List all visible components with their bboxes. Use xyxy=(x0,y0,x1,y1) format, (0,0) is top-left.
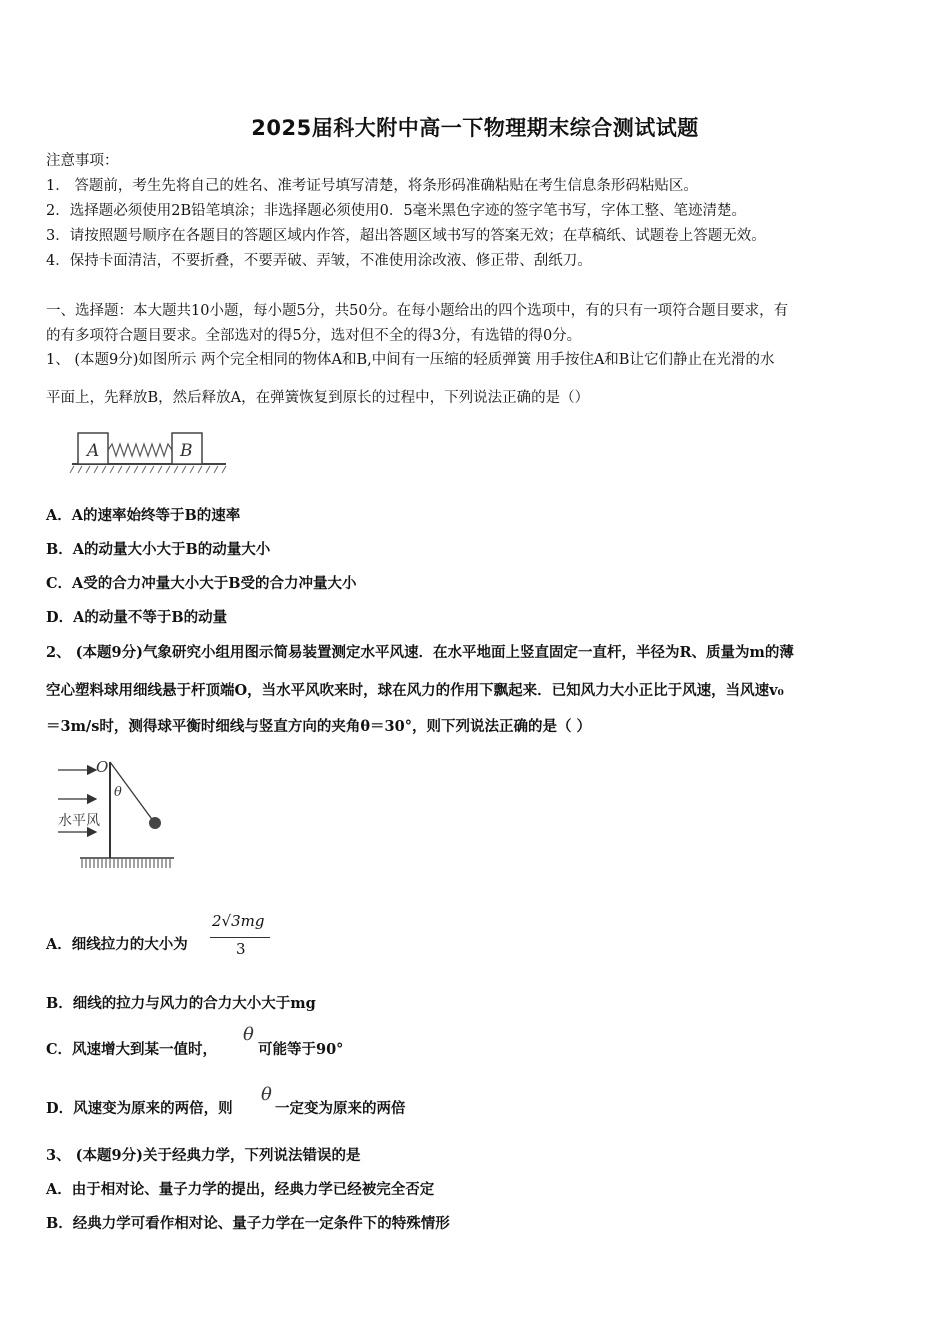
q2-option-b: B．细线的拉力与风力的合力大小大于mg xyxy=(46,995,316,1012)
q2-option-a: A．细线拉力的大小为 xyxy=(46,936,188,953)
section-heading-cont: 的有多项符合题目要求。全部选对的得5分，选对但不全的得3分，有选错的得0分。 xyxy=(46,328,582,344)
q1-option-c: C．A受的合力冲量大小大于B受的合力冲量大小 xyxy=(46,575,357,592)
notice-item: 2．选择题必须使用2B铅笔填涂；非选择题必须使用0．5毫米黑色字迹的签字笔书写，字体工整、笔迹清楚。 xyxy=(46,203,747,219)
block-b-label: B xyxy=(180,441,193,461)
question-1-stem: 1、 (本题9分)如图所示 两个完全相同的物体A和B,中间有一压缩的轻质弹簧 用手按住A和B让它们静止在光滑的水 xyxy=(46,352,775,368)
notice-item: 3．请按照题号顺序在各题目的答题区域内作答，超出答题区域书写的答案无效；在草稿纸、试题卷上答题无效。 xyxy=(46,228,766,244)
q2-option-d: D．风速变为原来的两倍，则 xyxy=(46,1100,233,1117)
notice-heading: 注意事项： xyxy=(46,153,119,169)
notice-item: 4．保持卡面清洁，不要折叠，不要弄破、弄皱，不准使用涂改液、修正带、刮纸刀。 xyxy=(46,253,592,269)
question-1-stem-cont: 平面上，先释放B，然后释放A，在弹簧恢复到原长的过程中，下列说法正确的是（） xyxy=(46,390,590,406)
q1-option-b: B．A的动量大小大于B的动量大小 xyxy=(46,541,271,558)
question-2-stem-cont: 空心塑料球用细线悬于杆顶端O，当水平风吹来时，球在风力的作用下飘起来．已知风力大小正比于风速，当风速v₀ xyxy=(46,682,784,699)
q2-option-d-cont: 一定变为原来的两倍 xyxy=(275,1100,406,1117)
fraction-denominator: 3 xyxy=(236,940,246,958)
q1-option-d: D．A的动量不等于B的动量 xyxy=(46,609,228,626)
theta-symbol: θ xyxy=(261,1084,272,1105)
wind-label: 水平风 xyxy=(58,813,100,829)
point-o-label: O xyxy=(96,758,109,776)
fraction-bar xyxy=(210,937,270,938)
theta-label: θ xyxy=(114,785,122,800)
section-heading: 一、选择题：本大题共10小题，每小题5分，共50分。在每小题给出的四个选项中，有的只有一项符合题目要求，有 xyxy=(46,303,789,319)
q1-option-a: A．A的速率始终等于B的速率 xyxy=(46,507,241,524)
question-2-stem: 2、 (本题9分)气象研究小组用图示简易装置测定水平风速．在水平地面上竖直固定一直杆，半径为R、质量为m的薄 xyxy=(46,644,794,661)
spring-blocks-figure xyxy=(66,418,232,480)
question-2-stem-cont: ＝3m/s时，测得球平衡时细线与竖直方向的夹角θ＝30°，则下列说法正确的是（ ） xyxy=(46,718,592,735)
q2-option-c-cont: 可能等于90° xyxy=(258,1041,344,1058)
wind-pendulum-figure xyxy=(54,752,178,874)
q2-option-c: C．风速增大到某一值时， xyxy=(46,1041,218,1058)
spring xyxy=(108,444,172,456)
block-a-label: A xyxy=(87,441,100,461)
page-title: 2025届科大附中高一下物理期末综合测试试题 xyxy=(251,116,699,140)
q2-option-a-fraction xyxy=(208,908,272,964)
theta-symbol: θ xyxy=(243,1024,254,1045)
q3-option-a: A．由于相对论、量子力学的提出，经典力学已经被完全否定 xyxy=(46,1181,435,1198)
ball xyxy=(149,817,161,829)
fraction-numerator: 2√3mg xyxy=(212,912,265,930)
question-3-stem: 3、 (本题9分)关于经典力学，下列说法错误的是 xyxy=(46,1147,361,1164)
q3-option-b: B．经典力学可看作相对论、量子力学在一定条件下的特殊情形 xyxy=(46,1215,450,1232)
notice-item: 1． 答题前，考生先将自己的姓名、准考证号填写清楚，将条形码准确粘贴在考生信息条形码粘贴区。 xyxy=(46,178,698,194)
